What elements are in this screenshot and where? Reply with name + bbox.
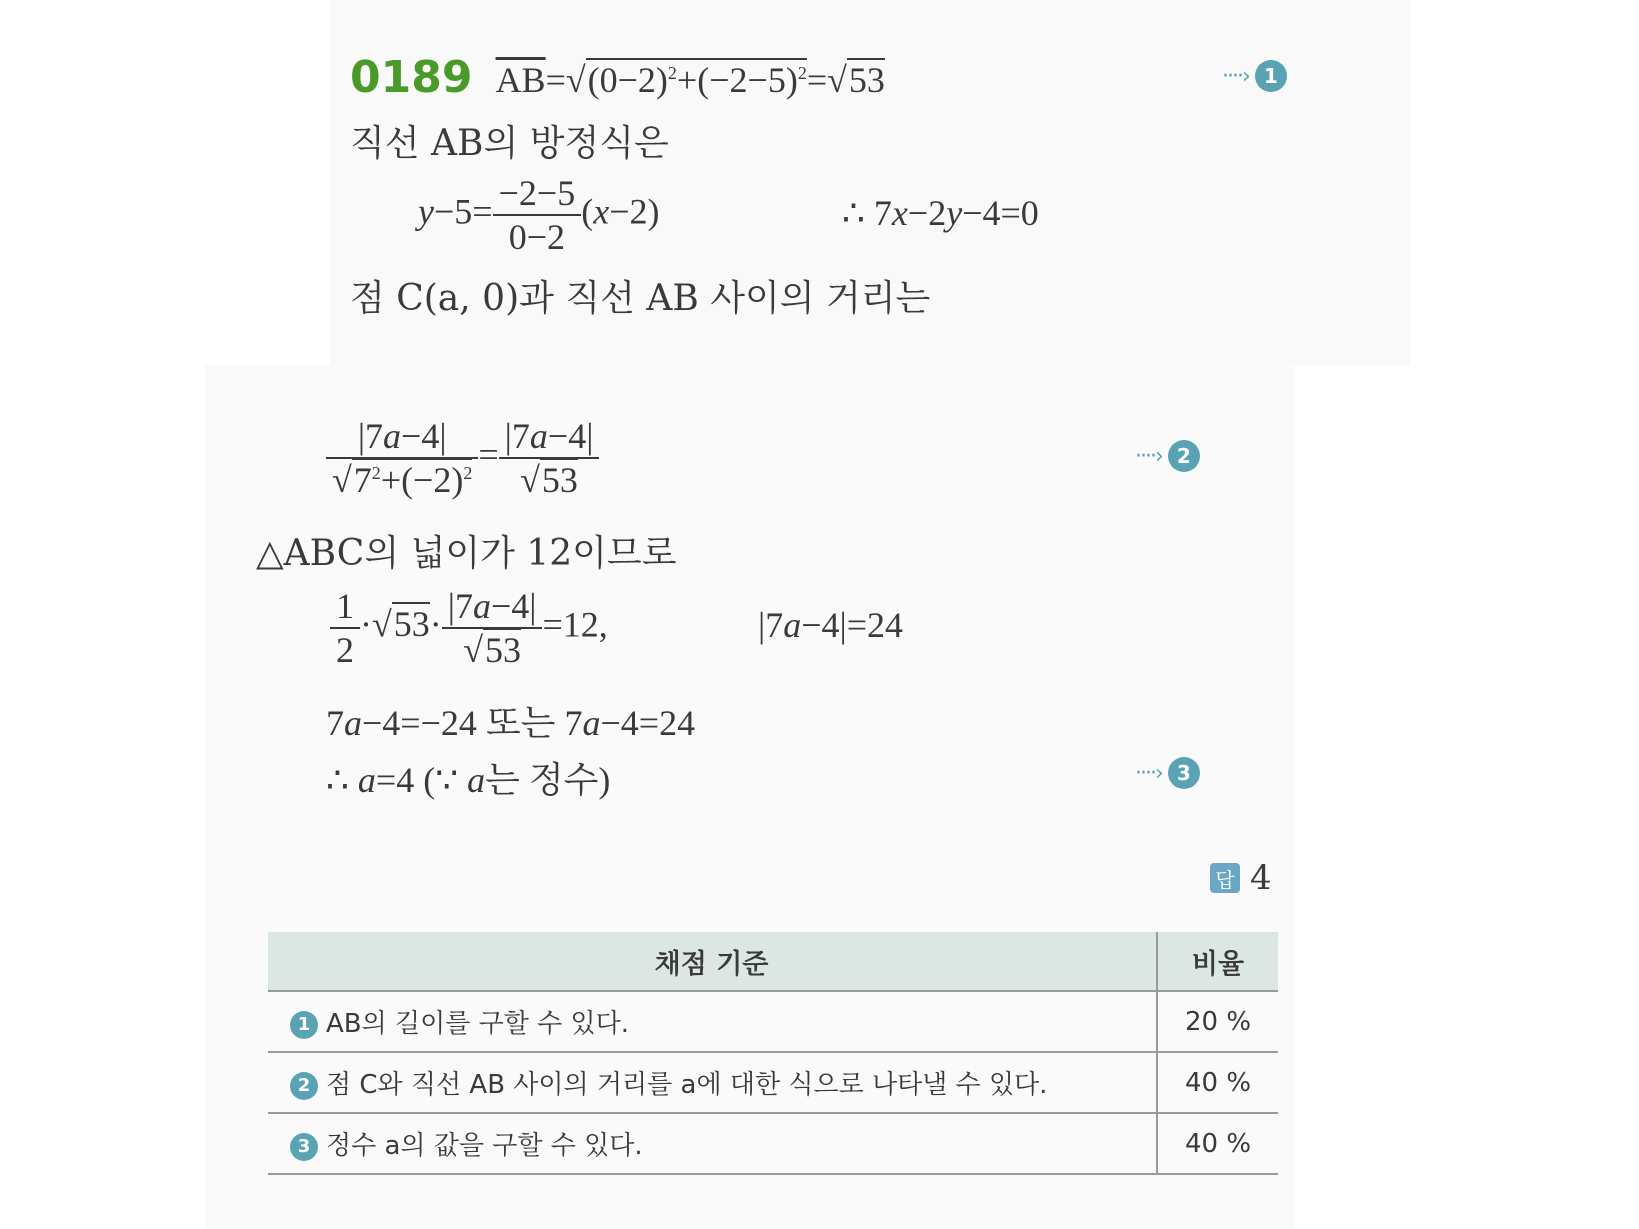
line-equation: y−5= $\frac{-2-5}{0-2}$ (x−2): [418, 173, 660, 257]
answer-icon: 답: [1210, 863, 1240, 893]
criterion-cell: 3 정수 a의 값을 구할 수 있다.: [268, 1113, 1157, 1174]
area-condition: △ABC의 넓이가 12이므로: [256, 533, 677, 574]
criterion-cell: 2 점 C와 직선 AB 사이의 거리를 a에 대한 식으로 나타낼 수 있다.: [268, 1052, 1157, 1113]
ab-length-formula: $\overline{AB}=√(0-2)^2+(-2-5)^2=√53$: [495, 60, 885, 100]
circled-number-icon: 2: [290, 1072, 318, 1100]
line-equation-intro: 직선 AB의 방정식은: [350, 123, 669, 164]
distance-intro: 점 C(a, 0)과 직선 AB 사이의 거리는: [350, 278, 931, 319]
step-marker-1: ····› 1: [1222, 60, 1287, 92]
table-row: [268, 1113, 1278, 1174]
circled-number-icon: 1: [1255, 60, 1287, 92]
circled-number-icon: 3: [290, 1133, 318, 1161]
area-equation: $\frac{1}{2}$ ·√53· $\frac{|7a-4|}{√53}$ =12,: [330, 585, 608, 671]
table-row: [268, 991, 1278, 1052]
criteria-header: 채점 기준: [268, 932, 1157, 991]
ratio-cell: 40 %: [1157, 1113, 1278, 1174]
table-header-row: [268, 932, 1278, 991]
criterion-cell: 1 AB의 길이를 구할 수 있다.: [268, 991, 1157, 1052]
answer: [1210, 858, 1272, 898]
step-marker-2: ····› 2: [1135, 440, 1200, 472]
circled-number-icon: 2: [1168, 440, 1200, 472]
case-equations: 7a−4=−24 또는 7a−4=24: [326, 703, 696, 743]
answer-value: 4: [1250, 858, 1272, 898]
absolute-value-equation: |7a−4|=24: [758, 605, 904, 645]
problem-number: 0189: [350, 52, 473, 103]
circled-number-icon: 1: [290, 1011, 318, 1039]
ratio-header: 비율: [1157, 932, 1278, 991]
step-marker-3: ····› 3: [1135, 757, 1200, 789]
ratio-cell: 40 %: [1157, 1052, 1278, 1113]
line-equation-result: ∴ 7x−2y−4=0: [842, 193, 1039, 233]
distance-formula: $\frac{|7a-4|}{√7^2+(-2)^2}$ = $\frac{|7a-4|}{√53}$: [326, 415, 599, 501]
problem-header: [350, 52, 885, 103]
table-row: [268, 1052, 1278, 1113]
circled-number-icon: 3: [1168, 757, 1200, 789]
grading-criteria-table: [268, 932, 1278, 1175]
final-result: ∴ a=4 (∵ a는 정수): [326, 760, 611, 800]
ratio-cell: 20 %: [1157, 991, 1278, 1052]
